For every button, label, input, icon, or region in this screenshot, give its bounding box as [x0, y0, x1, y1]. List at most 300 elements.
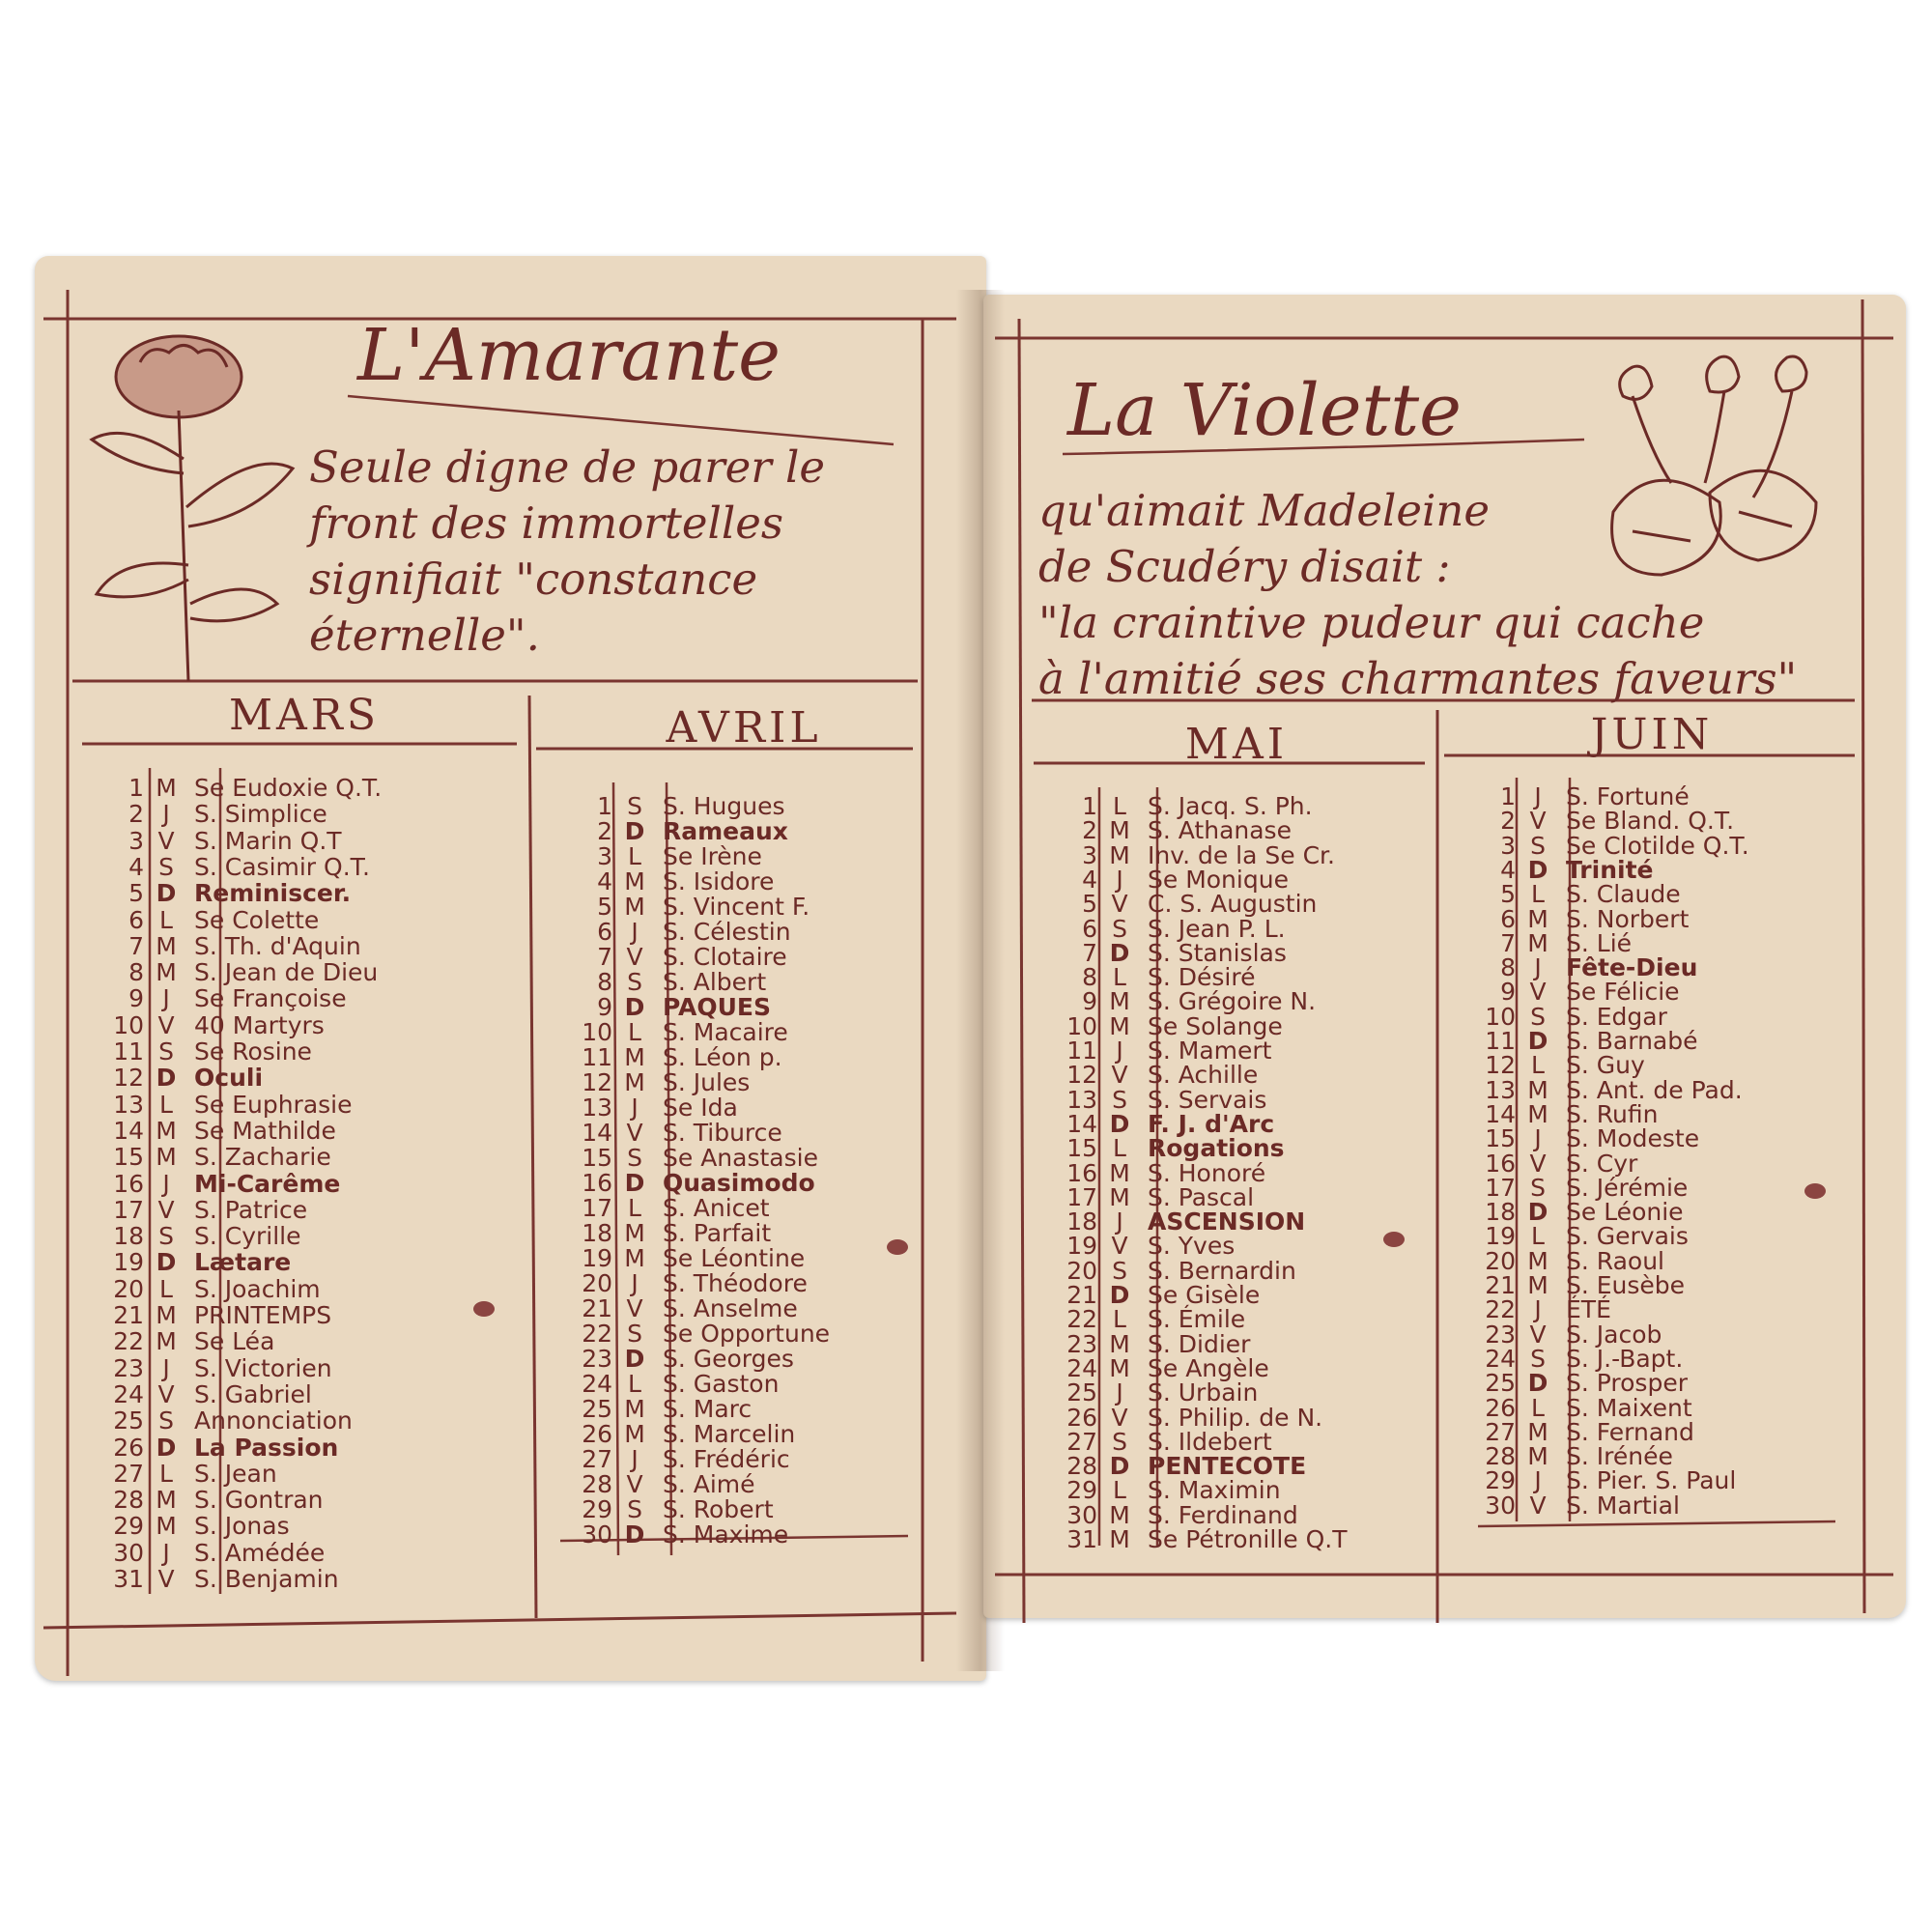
- day-number: 16: [1066, 1158, 1097, 1187]
- weekday-letter: S: [1530, 831, 1546, 860]
- weekday-letter: M: [1109, 1011, 1130, 1040]
- saint-name: PAQUES: [663, 993, 772, 1021]
- weekday-letter: M: [624, 1043, 645, 1071]
- day-number: 7: [128, 931, 144, 960]
- weekday-letter: J: [1534, 782, 1542, 810]
- saint-name: S. Jules: [663, 1068, 751, 1096]
- day-number: 8: [128, 958, 144, 987]
- right-quote: [1038, 483, 1797, 707]
- weekday-letter: M: [624, 1244, 645, 1272]
- weekday-letter: J: [162, 1169, 170, 1198]
- day-number: 31: [1066, 1525, 1097, 1553]
- weekday-letter: M: [1527, 1271, 1548, 1299]
- weekday-letter: V: [157, 1010, 175, 1039]
- day-number: 30: [113, 1538, 144, 1567]
- day-number: 6: [1082, 914, 1097, 943]
- weekday-letter: V: [626, 1294, 643, 1322]
- saint-name: PRINTEMPS: [194, 1301, 332, 1329]
- day-number: 20: [1066, 1256, 1097, 1285]
- weekday-letter: J: [631, 1445, 639, 1473]
- weekday-letter: M: [1109, 1525, 1130, 1553]
- weekday-letter: S: [627, 1144, 642, 1172]
- weekday-letter: M: [1527, 1417, 1548, 1446]
- saint-name: S. Jérémie: [1566, 1173, 1689, 1202]
- weekday-letter: M: [1527, 928, 1548, 957]
- left-quote-line: front des immortelles: [309, 497, 784, 549]
- saint-name: S. Macaire: [663, 1018, 788, 1046]
- saint-name: S. Servais: [1148, 1085, 1267, 1114]
- day-number: 11: [1485, 1027, 1516, 1055]
- day-number: 2: [1500, 807, 1516, 836]
- saint-name: S. Marc: [663, 1395, 753, 1423]
- weekday-letter: J: [1116, 865, 1123, 894]
- saint-name: Se Irène: [663, 842, 762, 870]
- weekday-letter: M: [1527, 1246, 1548, 1275]
- day-number: 19: [1485, 1222, 1516, 1251]
- weekday-letter: V: [1529, 807, 1547, 836]
- weekday-letter: V: [1111, 1403, 1128, 1432]
- day-number: 14: [1485, 1099, 1516, 1128]
- saint-name: Inv. de la Se Cr.: [1148, 840, 1335, 869]
- weekday-letter: V: [1111, 1232, 1128, 1261]
- weekday-letter: M: [156, 1327, 177, 1356]
- day-number: 24: [582, 1370, 612, 1398]
- day-number: 6: [128, 905, 144, 934]
- saint-name: Se Eudoxie Q.T.: [194, 774, 383, 802]
- saint-name: S. Honoré: [1148, 1158, 1266, 1187]
- day-number: 9: [128, 984, 144, 1013]
- day-number: 27: [582, 1445, 612, 1473]
- month-header-avril: AVRIL: [666, 703, 822, 753]
- saint-name: F. J. d'Arc: [1148, 1109, 1275, 1138]
- saint-name: Reminiscer.: [194, 879, 352, 908]
- weekday-letter: V: [1529, 1491, 1547, 1520]
- saint-name: S. Simplice: [194, 800, 327, 829]
- saint-name: S. Victorien: [194, 1353, 332, 1382]
- day-number: 21: [1485, 1271, 1516, 1299]
- saint-name: PENTECOTE: [1148, 1452, 1307, 1481]
- weekday-letter: S: [627, 1495, 642, 1523]
- weekday-letter: S: [1112, 1256, 1127, 1285]
- saint-name: S. Marin Q.T: [194, 826, 342, 855]
- weekday-letter: M: [624, 893, 645, 921]
- month-header-mai: MAI: [1184, 720, 1289, 769]
- day-number: 9: [1500, 978, 1516, 1007]
- weekday-letter: L: [1531, 880, 1545, 909]
- saint-name: S. Eusèbe: [1566, 1271, 1686, 1299]
- saint-name: Lætare: [194, 1248, 292, 1277]
- day-number: 23: [1066, 1329, 1097, 1358]
- saint-name: Se Angèle: [1148, 1353, 1269, 1382]
- day-number: 11: [113, 1037, 144, 1065]
- day-number: 14: [113, 1116, 144, 1145]
- saint-name: S. Jonas: [194, 1512, 290, 1541]
- weekday-letter: D: [1527, 855, 1548, 884]
- weekday-letter: M: [156, 931, 177, 960]
- day-number: 21: [582, 1294, 612, 1322]
- day-number: 13: [1485, 1075, 1516, 1104]
- saint-name: S. Maxime: [663, 1520, 789, 1548]
- saint-name: C. S. Augustin: [1148, 890, 1318, 919]
- day-number: 8: [597, 968, 612, 996]
- day-number: 10: [113, 1010, 144, 1039]
- saint-name: S. Frédéric: [663, 1445, 790, 1473]
- saint-name: S. Robert: [663, 1495, 774, 1523]
- right-quote-line: à l'amitié ses charmantes faveurs": [1038, 653, 1798, 704]
- saint-name: Se Léontine: [663, 1244, 806, 1272]
- weekday-letter: D: [1109, 1452, 1130, 1481]
- weekday-letter: J: [162, 984, 170, 1013]
- saint-name: S. Cyr: [1566, 1149, 1638, 1178]
- day-number: 4: [128, 852, 144, 881]
- weekday-letter: V: [157, 1195, 175, 1224]
- day-number: 2: [597, 817, 612, 845]
- day-number: 29: [582, 1495, 612, 1523]
- day-number: 21: [113, 1301, 144, 1329]
- day-number: 17: [1066, 1182, 1097, 1211]
- day-number: 25: [113, 1406, 144, 1435]
- day-number: 12: [582, 1068, 612, 1096]
- day-number: 27: [1066, 1427, 1097, 1456]
- weekday-letter: M: [624, 1219, 645, 1247]
- saint-name: S. Théodore: [663, 1269, 808, 1297]
- weekday-letter: S: [627, 968, 642, 996]
- weekday-letter: L: [159, 1090, 173, 1119]
- saint-name: S. Patrice: [194, 1195, 308, 1224]
- weekday-letter: J: [1116, 1208, 1123, 1236]
- day-number: 22: [1066, 1305, 1097, 1334]
- day-number: 1: [1082, 792, 1097, 820]
- weekday-letter: S: [1530, 1173, 1546, 1202]
- saint-name: ASCENSION: [1148, 1208, 1306, 1236]
- weekday-letter: D: [156, 1248, 177, 1277]
- day-number: 11: [582, 1043, 612, 1071]
- day-number: 26: [582, 1420, 612, 1448]
- weekday-letter: D: [1109, 938, 1130, 967]
- saint-name: S. Parfait: [663, 1219, 772, 1247]
- saint-name: S. Amédée: [194, 1538, 326, 1567]
- weekday-letter: D: [624, 817, 645, 845]
- right-quote-line: qu'aimait Madeleine: [1038, 485, 1491, 536]
- saint-name: S. Tiburce: [663, 1119, 782, 1147]
- saint-name: S. Joachim: [194, 1274, 321, 1303]
- saint-name: Rogations: [1148, 1134, 1285, 1163]
- weekday-letter: J: [631, 1094, 639, 1122]
- day-number: 14: [582, 1119, 612, 1147]
- weekday-letter: J: [1534, 1124, 1542, 1153]
- weekday-letter: L: [1113, 792, 1126, 820]
- day-number: 12: [1485, 1051, 1516, 1080]
- saint-name: Se Léa: [194, 1327, 275, 1356]
- day-number: 20: [1485, 1246, 1516, 1275]
- weekday-letter: V: [1529, 1149, 1547, 1178]
- saint-name: Mi-Carême: [194, 1169, 341, 1198]
- weekday-letter: V: [157, 1565, 175, 1593]
- weekday-letter: J: [1116, 1037, 1123, 1065]
- right-page-title: La Violette: [1067, 369, 1462, 452]
- weekday-letter: S: [158, 1222, 174, 1251]
- saint-name: S. Modeste: [1566, 1124, 1700, 1153]
- day-number: 17: [113, 1195, 144, 1224]
- weekday-letter: V: [1529, 1320, 1547, 1349]
- weekday-letter: L: [628, 1370, 641, 1398]
- day-number: 22: [582, 1320, 612, 1348]
- weekday-letter: M: [1109, 1158, 1130, 1187]
- day-number: 18: [1066, 1208, 1097, 1236]
- saint-name: S. Casimir Q.T.: [194, 852, 370, 881]
- saint-name: S. Yves: [1148, 1232, 1236, 1261]
- day-number: 30: [1485, 1491, 1516, 1520]
- day-number: 17: [582, 1194, 612, 1222]
- weekday-letter: D: [624, 1169, 645, 1197]
- day-number: 14: [1066, 1109, 1097, 1138]
- day-number: 15: [1485, 1124, 1516, 1153]
- saint-name: ÉTÉ: [1566, 1295, 1611, 1324]
- saint-name: S. Claude: [1566, 880, 1681, 909]
- weekday-letter: V: [1111, 1061, 1128, 1090]
- day-number: 21: [1066, 1281, 1097, 1309]
- day-number: 3: [1500, 831, 1516, 860]
- day-number: 22: [1485, 1295, 1516, 1324]
- weekday-letter: S: [1112, 1427, 1127, 1456]
- day-number: 8: [1082, 963, 1097, 992]
- weekday-letter: L: [628, 1018, 641, 1046]
- right-quote-line: "la craintive pudeur qui cache: [1038, 597, 1705, 648]
- weekday-letter: L: [1113, 1476, 1126, 1505]
- saint-name: S. Gabriel: [194, 1379, 312, 1408]
- moon-phase-icon: [1383, 1232, 1405, 1247]
- month-header-juin: JUIN: [1590, 710, 1714, 759]
- day-number: 16: [1485, 1149, 1516, 1178]
- day-list-juin: [1473, 784, 1850, 1528]
- weekday-letter: M: [1109, 987, 1130, 1016]
- day-number: 12: [1066, 1061, 1097, 1090]
- weekday-letter: M: [1109, 1329, 1130, 1358]
- saint-name: S. Ildebert: [1148, 1427, 1272, 1456]
- weekday-letter: S: [1530, 1002, 1546, 1031]
- saint-name: S. Albert: [663, 968, 767, 996]
- day-number: 1: [597, 792, 612, 820]
- day-number: 10: [1485, 1002, 1516, 1031]
- weekday-letter: M: [1109, 1182, 1130, 1211]
- amaranth-illustration: [82, 324, 304, 686]
- day-number: 28: [1485, 1442, 1516, 1471]
- saint-name: S. Isidore: [663, 867, 775, 895]
- saint-name: S. Fortuné: [1566, 782, 1690, 810]
- day-number: 18: [1485, 1198, 1516, 1227]
- day-list-mars: [101, 776, 526, 1597]
- weekday-letter: J: [162, 1538, 170, 1567]
- saint-name: S. Maximin: [1148, 1476, 1281, 1505]
- saint-name: S. Guy: [1566, 1051, 1645, 1080]
- saint-name: S. Maixent: [1566, 1393, 1692, 1422]
- day-number: 8: [1500, 953, 1516, 982]
- weekday-letter: J: [1534, 1295, 1542, 1324]
- day-number: 26: [1485, 1393, 1516, 1422]
- day-number: 26: [113, 1433, 144, 1462]
- day-number: 28: [1066, 1452, 1097, 1481]
- weekday-letter: M: [156, 1301, 177, 1329]
- saint-name: S. Anicet: [663, 1194, 770, 1222]
- day-number: 4: [1500, 855, 1516, 884]
- weekday-letter: D: [156, 879, 177, 908]
- saint-name: S. J.-Bapt.: [1566, 1344, 1684, 1373]
- saint-name: S. Anselme: [663, 1294, 798, 1322]
- day-number: 23: [113, 1353, 144, 1382]
- weekday-letter: L: [1531, 1393, 1545, 1422]
- moon-phase-icon: [1804, 1183, 1826, 1199]
- saint-name: S. Pascal: [1148, 1182, 1255, 1211]
- day-number: 20: [582, 1269, 612, 1297]
- saint-name: S. Athanase: [1148, 816, 1292, 845]
- weekday-letter: L: [1113, 963, 1126, 992]
- weekday-letter: D: [1527, 1198, 1548, 1227]
- day-number: 31: [113, 1565, 144, 1593]
- weekday-letter: L: [159, 905, 173, 934]
- saint-name: Se Mathilde: [194, 1116, 336, 1145]
- weekday-letter: M: [1527, 1099, 1548, 1128]
- day-number: 9: [597, 993, 612, 1021]
- weekday-letter: L: [159, 1274, 173, 1303]
- day-number: 26: [1066, 1403, 1097, 1432]
- saint-name: Se Monique: [1148, 865, 1289, 894]
- day-number: 29: [1485, 1466, 1516, 1495]
- saint-name: S. Jacq. S. Ph.: [1148, 792, 1313, 820]
- saint-name: S. Edgar: [1566, 1002, 1667, 1031]
- saint-name: S. Raoul: [1566, 1246, 1664, 1275]
- saint-name: Rameaux: [663, 817, 788, 845]
- saint-name: S. Fernand: [1566, 1417, 1694, 1446]
- weekday-letter: L: [1113, 1134, 1126, 1163]
- saint-name: S. Vincent F.: [663, 893, 810, 921]
- weekday-letter: V: [626, 1470, 643, 1498]
- weekday-letter: M: [624, 1395, 645, 1423]
- weekday-letter: S: [1112, 914, 1127, 943]
- weekday-letter: J: [1116, 1378, 1123, 1407]
- day-number: 2: [128, 800, 144, 829]
- weekday-letter: L: [1531, 1051, 1545, 1080]
- saint-name: S. Désiré: [1148, 963, 1256, 992]
- weekday-letter: S: [627, 1320, 642, 1348]
- day-number: 1: [1500, 782, 1516, 810]
- day-number: 1: [128, 774, 144, 802]
- weekday-letter: L: [1113, 1305, 1126, 1334]
- day-number: 18: [113, 1222, 144, 1251]
- day-number: 5: [128, 879, 144, 908]
- weekday-letter: M: [624, 1420, 645, 1448]
- weekday-letter: M: [1109, 1353, 1130, 1382]
- saint-name: 40 Martyrs: [194, 1010, 325, 1039]
- day-number: 10: [1066, 1011, 1097, 1040]
- weekday-letter: D: [624, 993, 645, 1021]
- saint-name: S. Ferdinand: [1148, 1500, 1298, 1529]
- weekday-letter: M: [156, 1512, 177, 1541]
- weekday-letter: M: [156, 1116, 177, 1145]
- weekday-letter: J: [162, 800, 170, 829]
- saint-name: Se Félicie: [1566, 978, 1680, 1007]
- day-number: 18: [582, 1219, 612, 1247]
- book-gutter: [956, 290, 1005, 1671]
- day-number: 6: [1500, 904, 1516, 933]
- moon-phase-icon: [473, 1301, 495, 1317]
- day-number: 15: [113, 1143, 144, 1172]
- saint-name: S. Jacob: [1566, 1320, 1662, 1349]
- day-number: 4: [597, 867, 612, 895]
- saint-name: S. Irénée: [1566, 1442, 1673, 1471]
- weekday-letter: L: [628, 842, 641, 870]
- weekday-letter: D: [1527, 1027, 1548, 1055]
- weekday-letter: V: [157, 1379, 175, 1408]
- weekday-letter: J: [1534, 953, 1542, 982]
- saint-name: S. Pier. S. Paul: [1566, 1466, 1737, 1495]
- weekday-letter: S: [1112, 1085, 1127, 1114]
- weekday-letter: D: [1527, 1369, 1548, 1398]
- saint-name: La Passion: [194, 1433, 339, 1462]
- weekday-letter: J: [631, 918, 639, 946]
- day-number: 27: [113, 1459, 144, 1488]
- saint-name: Se Solange: [1148, 1011, 1283, 1040]
- weekday-letter: M: [1109, 840, 1130, 869]
- day-number: 20: [113, 1274, 144, 1303]
- weekday-letter: M: [156, 1143, 177, 1172]
- day-list-avril: [570, 794, 918, 1557]
- saint-name: S. Gaston: [663, 1370, 780, 1398]
- saint-name: S. Georges: [663, 1345, 794, 1373]
- day-list-mai: [1055, 794, 1432, 1567]
- day-number: 7: [597, 943, 612, 971]
- day-number: 2: [1082, 816, 1097, 845]
- day-number: 11: [1066, 1037, 1097, 1065]
- day-number: 4: [1082, 865, 1097, 894]
- day-number: 29: [1066, 1476, 1097, 1505]
- saint-name: Se Euphrasie: [194, 1090, 353, 1119]
- saint-name: Se Françoise: [194, 984, 347, 1013]
- day-number: 12: [113, 1064, 144, 1093]
- saint-name: Se Clotilde Q.T.: [1566, 831, 1749, 860]
- saint-name: S. Hugues: [663, 792, 785, 820]
- weekday-letter: M: [624, 867, 645, 895]
- saint-name: Quasimodo: [663, 1169, 815, 1197]
- saint-name: Se Rosine: [194, 1037, 312, 1065]
- saint-name: S. Marcelin: [663, 1420, 796, 1448]
- saint-name: S. Achille: [1148, 1061, 1259, 1090]
- day-number: 3: [1082, 840, 1097, 869]
- weekday-letter: J: [1534, 1466, 1542, 1495]
- saint-name: S. Jean: [194, 1459, 277, 1488]
- day-number: 30: [1066, 1500, 1097, 1529]
- saint-name: Se Léonie: [1566, 1198, 1684, 1227]
- day-number: 24: [1485, 1344, 1516, 1373]
- weekday-letter: S: [158, 1406, 174, 1435]
- day-number: 24: [1066, 1353, 1097, 1382]
- saint-name: S. Rufin: [1566, 1099, 1659, 1128]
- day-number: 15: [582, 1144, 612, 1172]
- weekday-letter: L: [1531, 1222, 1545, 1251]
- saint-name: Annonciation: [194, 1406, 353, 1435]
- left-quote: [309, 440, 825, 664]
- saint-name: S. Martial: [1566, 1491, 1680, 1520]
- weekday-letter: M: [1527, 1075, 1548, 1104]
- day-number: 24: [113, 1379, 144, 1408]
- weekday-letter: V: [626, 1119, 643, 1147]
- weekday-letter: M: [1109, 1500, 1130, 1529]
- day-number: 13: [113, 1090, 144, 1119]
- day-number: 5: [597, 893, 612, 921]
- day-number: 25: [1066, 1378, 1097, 1407]
- saint-name: S. Émile: [1148, 1305, 1246, 1334]
- saint-name: S. Philip. de N.: [1148, 1403, 1323, 1432]
- saint-name: S. Bernardin: [1148, 1256, 1296, 1285]
